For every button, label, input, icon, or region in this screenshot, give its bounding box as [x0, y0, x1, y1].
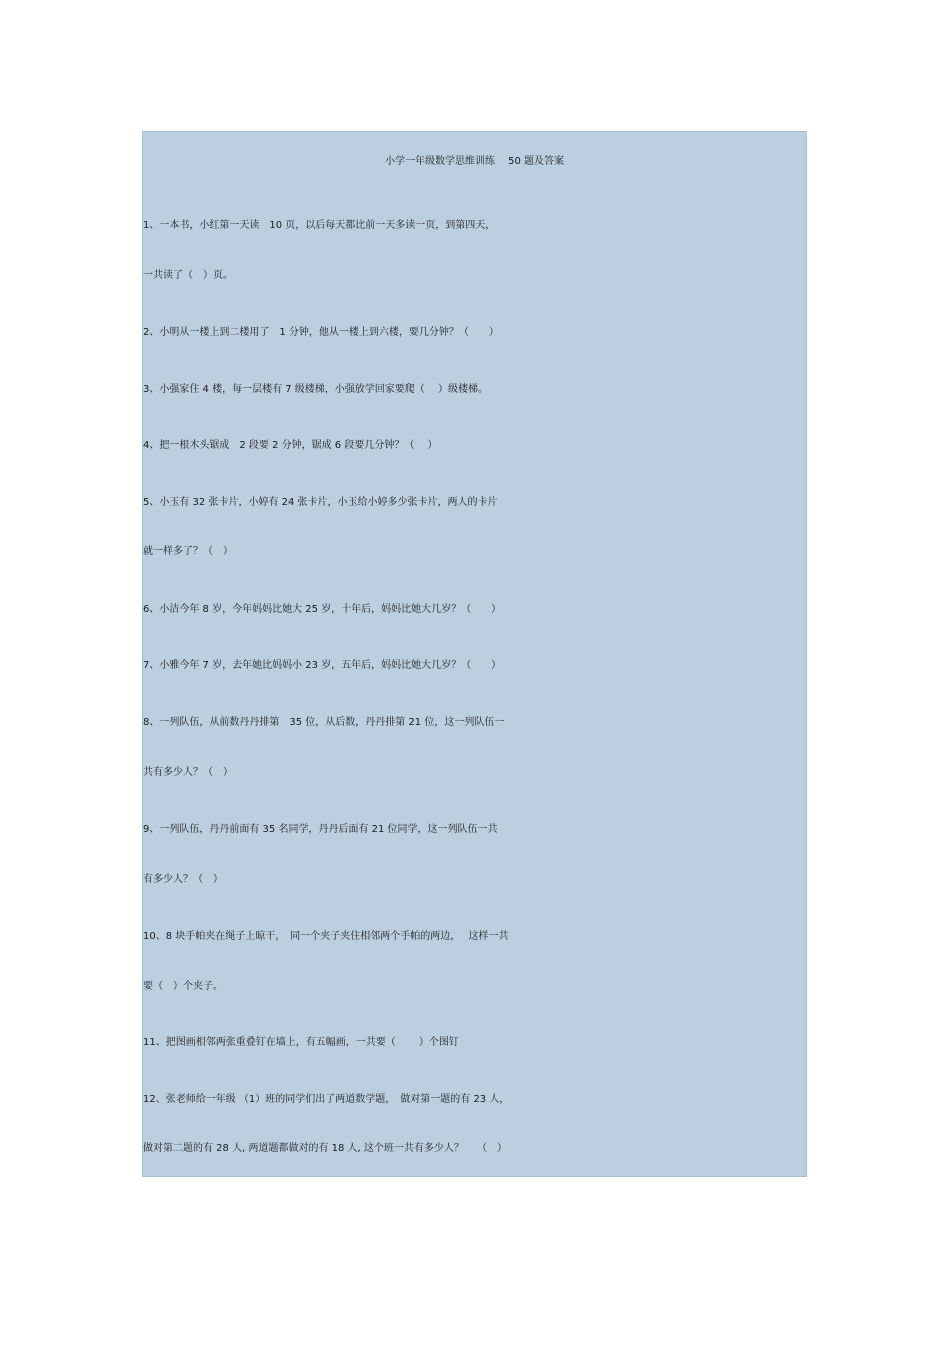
question-6: 6、小洁今年 8 岁，今年妈妈比她大 25 岁，十年后，妈妈比她大几岁？（ ）	[143, 604, 502, 615]
question-5-line-2: 就一样多了？（ ）	[143, 546, 233, 557]
question-3: 3、小强家住 4 楼，每一层楼有 7 级楼梯，小强放学回家要爬（ ）级楼梯。	[143, 384, 488, 395]
question-12-line-1: 12、张老师给一年级 （1）班的同学们出了两道数学题， 做对第一题的有 23 人，	[143, 1094, 510, 1105]
question-1-line-1: 1、一本书，小红第一天读 10 页，以后每天都比前一天多读一页，到第四天，	[143, 220, 496, 231]
question-8-line-1: 8、一列队伍，从前数丹丹排第 35 位，从后数，丹丹排第 21 位，这一列队伍一	[143, 717, 505, 728]
question-7: 7、小雅今年 7 岁，去年她比妈妈小 23 岁，五年后，妈妈比她大几岁？（ ）	[143, 660, 502, 671]
question-10-line-1: 10、8 块手帕夹在绳子上晾干， 同一个夹子夹住相邻两个手帕的两边， 这样一共	[143, 931, 509, 942]
question-10-line-2: 要（ ）个夹子。	[143, 981, 223, 992]
question-9-line-2: 有多少人？（ ）	[143, 874, 223, 885]
question-4: 4、把一根木头锯成 2 段要 2 分钟，锯成 6 段要几分钟？（ ）	[143, 440, 438, 451]
question-12-line-2: 做对第二题的有 28 人, 两道题都做对的有 18 人, 这个班一共有多少人？ （ ）	[143, 1143, 508, 1154]
question-9-line-1: 9、一列队伍，丹丹前面有 35 名同学，丹丹后面有 21 位同学，这一列队伍一共	[143, 824, 498, 835]
question-11: 11、把图画相邻两张重叠钉在墙上，有五幅画，一共要（ ）个图钉	[143, 1037, 459, 1048]
question-2: 2、小明从一楼上到二楼用了 1 分钟，他从一楼上到六楼，要几分钟？（ ）	[143, 327, 499, 338]
worksheet-panel	[142, 131, 807, 1177]
page-title: 小学一年级数学思维训练 50 题及答案	[384, 156, 565, 167]
question-8-line-2: 共有多少人？（ ）	[143, 767, 233, 778]
question-1-line-2: 一共读了（ ）页。	[143, 270, 233, 281]
question-5-line-1: 5、小玉有 32 张卡片，小婷有 24 张卡片，小玉给小婷多少张卡片，两人的卡片	[143, 497, 498, 508]
